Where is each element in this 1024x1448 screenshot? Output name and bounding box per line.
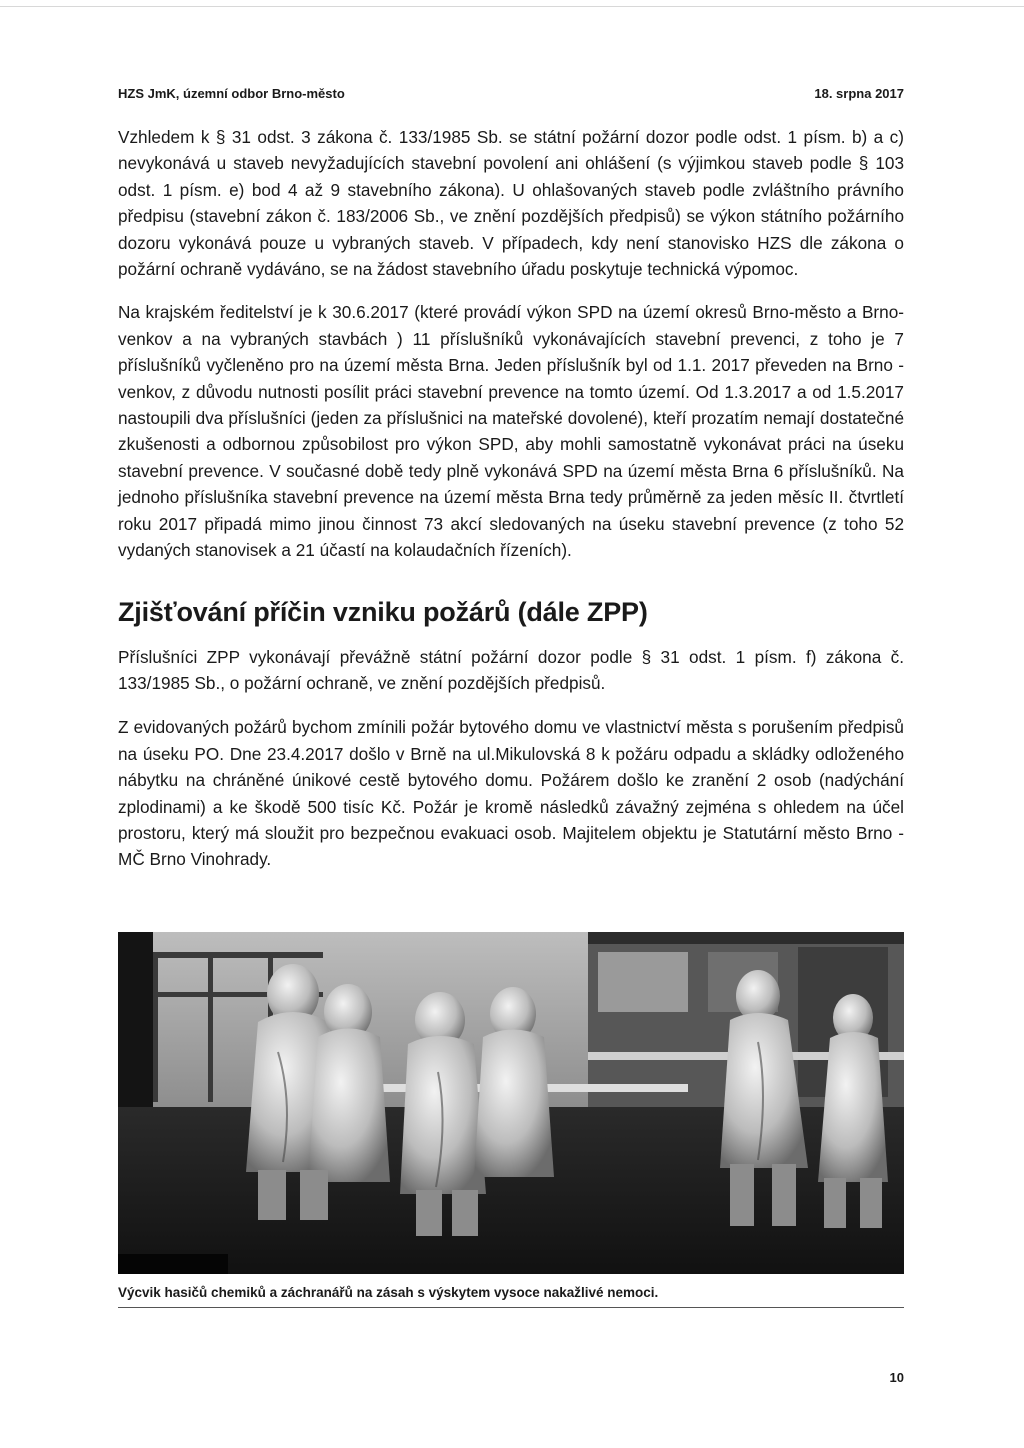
scan-top-edge [0, 6, 1024, 7]
body-paragraph: Vzhledem k § 31 odst. 3 zákona č. 133/1985 Sb. se státní požární dozor podle odst. 1 písm. b) a c) nevykonává u staveb nevyžadujících stavební povolení ani ohlášení (s výjimkou staveb podle § 103 odst. 1 písm. e) bod 4 až 9 stavebního zákona). U ohlašovaných staveb podle zvláštního právního předpisu (stavební zákon č. 183/2006 Sb., ve znění pozdějších předpisů) se výkon státního požárního dozoru vykonává pouze u vybraných staveb. V případech, kdy není stanovisko HZS dle zákona o požární ochraně vydáváno, se na žádost stavebního úřadu poskytuje technická výpomoc. [118, 127, 904, 280]
header-organization: HZS JmK, územní odbor Brno-město [118, 86, 345, 101]
section-heading: Zjišťování příčin vzniku požárů (dále ZPP) [118, 596, 648, 627]
page-number: 10 [889, 1370, 904, 1385]
body-paragraph: Na krajském ředitelství je k 30.6.2017 (které provádí výkon SPD na území okresů Brno-město a Brno-venkov a na vybraných stavbách ) 11 příslušníků vykonávajících stavební prevenci, z toho je 7 příslušníků vyčleněno pro na území města Brna. Jeden příslušník byl od 1.1. 2017 převeden na Brno - venkov, z důvodu nutnosti posílit práci stavební prevence na tomto území. Od 1.3.2017 a od 1.5.2017 nastoupili dva příslušníci (jeden za příslušnici na mateřské dovolené), kteří prozatím nemají dostatečné zkušenosti a odbornou způsobilost pro výkon SPD, aby mohli samostatně vykonávat práci na úseku stavební prevence. V současné době tedy plně vykonává SPD na území města Brna 6 příslušníků. Na jednoho příslušníka stavební prevence na území města Brna tedy průměrně za jeden měsíc II. čtvrtletí roku 2017 připadá mimo jinou činnost 73 akcí sledovaných na úseku stavební prevence (z toho 52 vydaných stanovisek a 21 účastí na kolaudačních řízeních). [118, 302, 904, 561]
header-date: 18. srpna 2017 [814, 86, 904, 101]
page-header [118, 86, 904, 106]
section-paragraph: Z evidovaných požárů bychom zmínili požár bytového domu ve vlastnictví města s porušením předpisů na úseku PO. Dne 23.4.2017 došlo v Brně na ul.Mikulovská 8 k požáru odpadu a skládky odloženého nábytku na chráněné únikové cestě bytového domu. Požárem došlo ke zranění 2 osob (nadýchání zplodinami) a ke škodě 500 tisíc Kč. Požár je kromě následků závažný zejména s ohledem na účel prostoru, který má sloužit pro bezpečnou evakuaci osob. Majitelem objektu je Statutární město Brno - MČ Brno Vinohrady. [118, 717, 904, 870]
photo-illustration [118, 932, 904, 1274]
training-photo [118, 932, 904, 1274]
photo-caption: Výcvik hasičů chemiků a záchranářů na zásah s výskytem vysoce nakažlivé nemoci. [118, 1285, 659, 1300]
footer-divider [118, 1307, 904, 1308]
document-body [118, 124, 904, 873]
section-paragraph: Příslušníci ZPP vykonávají převážně státní požární dozor podle § 31 odst. 1 písm. f) zákona č. 133/1985 Sb., o požární ochraně, ve znění pozdějších předpisů. [118, 646, 904, 693]
